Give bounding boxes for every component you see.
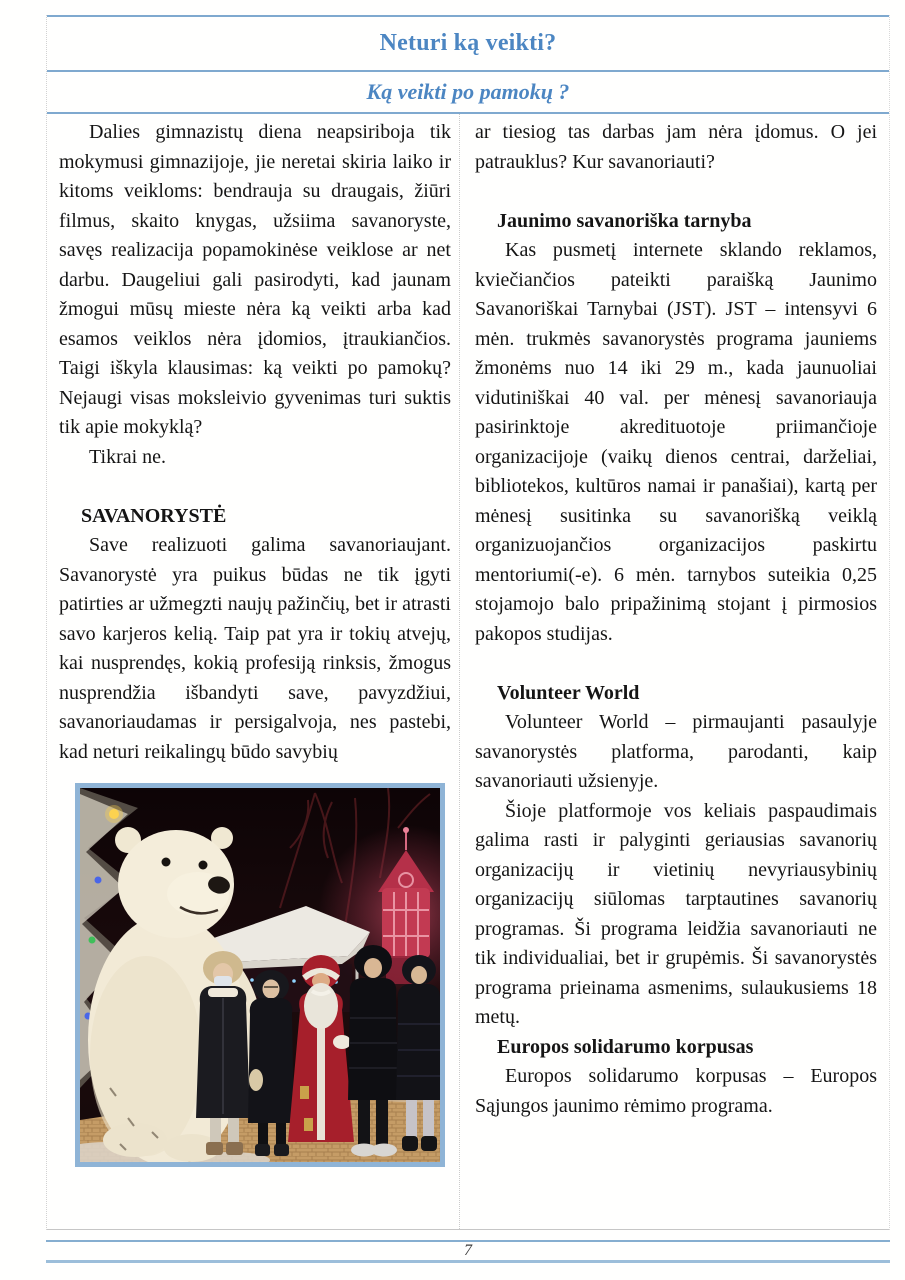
page-subtitle: Ką veikti po pamokų ? bbox=[366, 79, 570, 104]
paragraph: Tikrai ne. bbox=[89, 445, 167, 468]
page-content bbox=[46, 15, 890, 1230]
page-title: Neturi ką veikti? bbox=[379, 30, 557, 56]
paragraph: Dalies gimnazistų diena neapsiriboja tik mokymusi gimnazijoje, jie neretai skiria laiko ir kitoms veikloms: bendrauja su draugais, žiūri filmus, skaito knygas, užsiima savanoryste, savęs realizacija popamokinėse veiklose ar net darbu. Daugeliui gali pasirodyti, kad jaunam žmogui mūsų mieste nėra ką veikti arba kad esamos veiklos nėra įdomios, įtraukiančios. Taigi iškyla klausimas: ką veikti po pamokų? Nejaugi visas moksleivio gyvenimas turi suktis tik apie mokyklą? bbox=[59, 121, 451, 438]
paragraph: Volunteer World – pirmaujanti pasaulyje savanorystės platforma, parodanti, kaip savanoriauti užsienyje. bbox=[475, 711, 877, 792]
section-heading-savanoryste: SAVANORYSTĖ bbox=[81, 504, 227, 527]
christmas-market-photo bbox=[75, 783, 445, 1167]
left-column bbox=[47, 114, 460, 1229]
page-number: 7 bbox=[464, 1242, 472, 1259]
santa-mitten bbox=[333, 1035, 351, 1049]
paragraph: Europos solidarumo korpusas – Europos Sąjungos jaunimo rėmimo programa. bbox=[475, 1065, 877, 1117]
blank-line bbox=[475, 649, 877, 679]
photo-illustration bbox=[80, 788, 440, 1162]
subtitle-row bbox=[47, 72, 889, 112]
page-footer bbox=[46, 1240, 890, 1263]
section-heading-esk: Europos solidarumo korpusas bbox=[497, 1035, 754, 1058]
blank-line bbox=[59, 472, 451, 502]
paragraph: Kas pusmetį internete sklando reklamos, kviečiančios pateikti paraišką Jaunimo Savanoriškai Tarnybai (JST). JST – intensyvi 6 mėn. trukmės savanorystės programa jauniems žmonėms nuo 14 iki 29 m., kada jaunuoliai vidutiniškai 40 val. per mėnesį savanoriauja pasirinktoje akredituotoje priimančioje organizacijoje (vaikų dienos centrai, darželiai, bibliotekos, kultūros namai ir panašiai), kartą per mėnesį susitinka su savanorišką veiklą organizuojančios organizacijos paskirtu mentoriumi(-e). 6 mėn. tarnybos suteikia 0,25 stojamojo balo pripažinimą stojant į pirmosios pakopos studijas. bbox=[475, 239, 877, 645]
paragraph: Save realizuoti galima savanoriaujant. Savanorystė yra puikus būdas ne tik įgyti patirties ar užmegzti naujų pažinčių, bet ir atrasti savo karjeros kelią. Taip pat yra ir tokių atvejų, kai nusprendęs, kokią profesiją rinksis, žmogus nusprendžia išbandyti save, pavyzdžiui, savanoriaudamas ir persigalvoja, nes pastebi, kad neturi reikalingų būdo savybių bbox=[59, 534, 451, 763]
paragraph: ar tiesiog tas darbas jam nėra įdomus. O jei patrauklus? Kur savanoriauti? bbox=[475, 121, 877, 173]
title-row bbox=[47, 17, 889, 70]
santa-beard bbox=[304, 983, 338, 1029]
bear-eye bbox=[162, 858, 171, 867]
section-heading-volunteer-world: Volunteer World bbox=[497, 681, 640, 704]
section-heading-jst: Jaunimo savanoriška tarnyba bbox=[497, 209, 752, 232]
paragraph: Šioje platformoje vos keliais paspaudimais galima rasti ir palyginti geriausias savanorių organizacijų ir vietinių nevyriausybinių organizacijų siūlomas tarptautines savanorių programas. Ši programa leidžia savanoriauti ne tik individualiai, bet ir grupėmis. Ši savanorystės programa prieinama asmenims, sulaukusiems 18 metų. bbox=[475, 799, 877, 1028]
blank-line bbox=[475, 177, 877, 207]
bear-eye bbox=[199, 861, 208, 870]
right-column bbox=[460, 114, 889, 1229]
two-column-body bbox=[47, 114, 889, 1230]
